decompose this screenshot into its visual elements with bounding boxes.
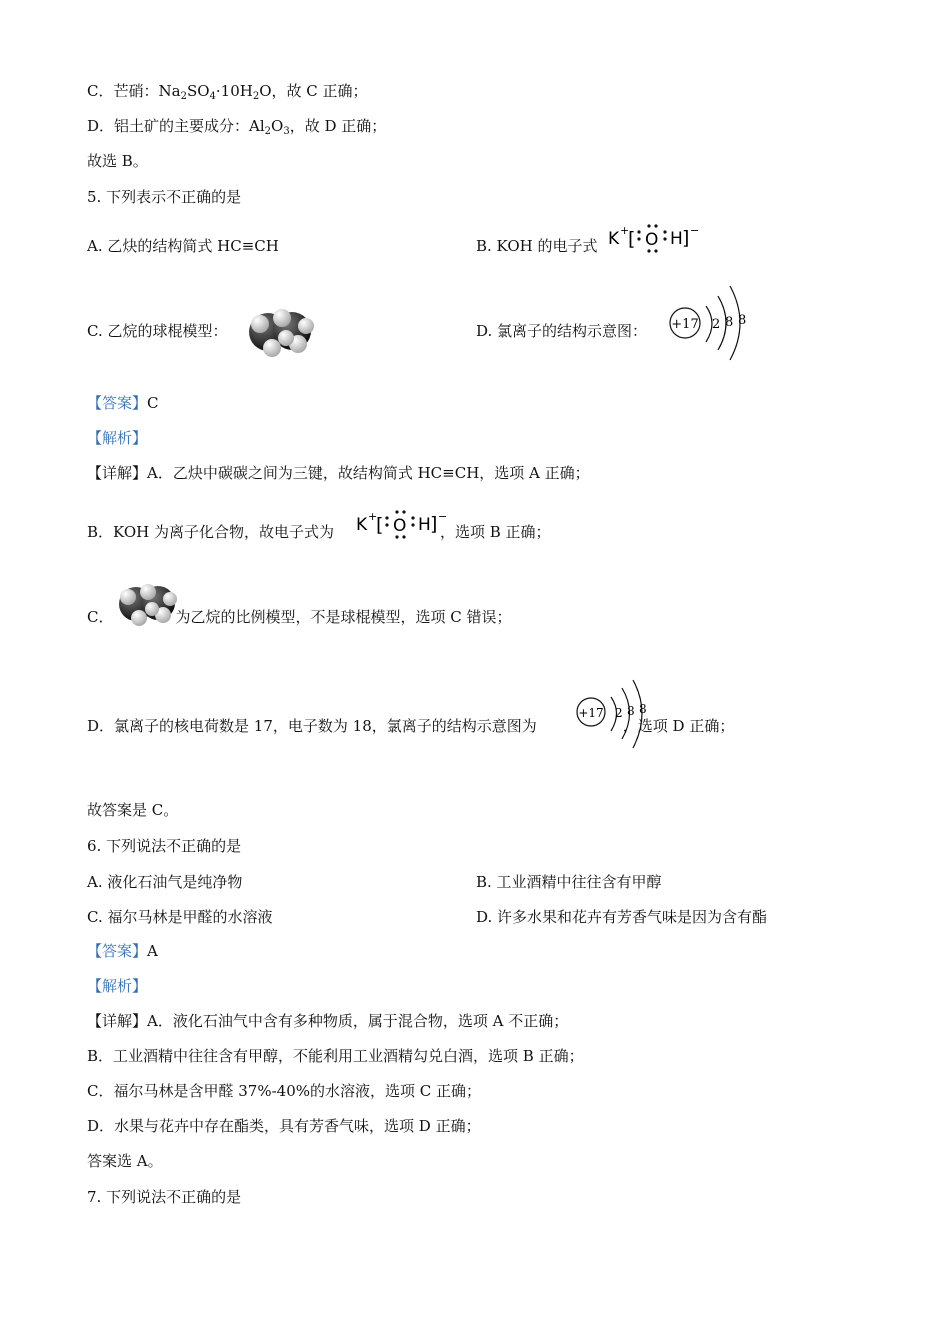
q6-detail-c: C．福尔马林是含甲醛 37%-40%的水溶液，选项 C 正确； bbox=[87, 1082, 482, 1100]
q5-detail-c: C． 为乙烷的比例模型，不是球棍模型，选项 C 错误； bbox=[87, 608, 512, 626]
chloride-ion-structure bbox=[668, 284, 752, 362]
chloride-ion-structure-2 bbox=[574, 678, 654, 750]
left-bracket: [ bbox=[376, 514, 384, 536]
q6-conclusion: 答案选 A。 bbox=[87, 1152, 163, 1170]
q4-option-d: D．铝土矿的主要成分：$Al_2O_3$，故 D 正确； bbox=[87, 117, 387, 137]
shell-1-count: 2 bbox=[615, 706, 623, 720]
q5-option-b: B. KOH 的电子式 bbox=[476, 237, 598, 255]
q5-conclusion: 故答案是 C。 bbox=[87, 801, 179, 819]
q6-detail-b: B．工业酒精中往往含有甲醇，不能利用工业酒精勾兑白酒，选项 B 正确； bbox=[87, 1047, 584, 1065]
shell-3-count: 8 bbox=[738, 313, 747, 328]
q5-stem: 5. 下列表示不正确的是 bbox=[87, 188, 242, 206]
ethane-space-filling-model-2 bbox=[116, 580, 180, 628]
shell-3-count: 8 bbox=[639, 702, 647, 716]
q6-detail-d: D．水果与花卉中存在酯类，具有芳香气味，选项 D 正确； bbox=[87, 1117, 481, 1135]
left-bracket: [ bbox=[628, 228, 636, 250]
plus-charge: + bbox=[368, 510, 378, 523]
hydrogen-symbol: H bbox=[418, 515, 431, 535]
q6-option-b: B. 工业酒精中往往含有甲醇 bbox=[476, 873, 662, 891]
minus-charge: − bbox=[690, 224, 700, 237]
plus-charge: + bbox=[620, 224, 630, 237]
koh-electron-formula bbox=[608, 222, 708, 256]
q6-option-a: A. 液化石油气是纯净物 bbox=[87, 873, 243, 891]
q5-detail-d: D．氯离子的核电荷数是 17，电子数为 18，氯离子的结构示意图为 ，选项 D 正确； bbox=[87, 717, 735, 735]
q5-option-a: A. 乙炔的结构简式 HC≡CH bbox=[87, 237, 279, 255]
q6-option-c: C. 福尔马林是甲醛的水溶液 bbox=[87, 908, 273, 926]
nucleus-charge: +17 bbox=[578, 706, 604, 720]
q6-option-d: D. 许多水果和花卉有芳香气味是因为含有酯 bbox=[476, 908, 768, 926]
nucleus-charge: +17 bbox=[671, 317, 699, 332]
right-bracket: ] bbox=[682, 227, 690, 249]
right-bracket: ] bbox=[430, 513, 438, 535]
shell-2-count: 8 bbox=[725, 315, 734, 330]
q4-conclusion: 故选 B。 bbox=[87, 152, 148, 170]
oxygen-symbol: O bbox=[645, 230, 659, 250]
q5-answer: 【答案】C bbox=[87, 394, 159, 412]
shell-1-count: 2 bbox=[712, 317, 721, 332]
oxygen-symbol: O bbox=[393, 516, 407, 536]
potassium-symbol: K bbox=[356, 515, 368, 535]
q5-detail-b: B．KOH 为离子化合物，故电子式为 ，选项 B 正确； bbox=[87, 523, 551, 541]
shell-2-count: 8 bbox=[627, 704, 635, 718]
q6-stem: 6. 下列说法不正确的是 bbox=[87, 837, 242, 855]
minus-charge: − bbox=[438, 510, 448, 523]
q6-detail-a: 【详解】A．液化石油气中含有多种物质，属于混合物，选项 A 不正确； bbox=[87, 1012, 569, 1030]
q4-option-c: C．芒硝：$Na_2SO_4\cdot 10H_2O$，故 C 正确； bbox=[87, 82, 368, 102]
hydrogen-symbol: H bbox=[670, 229, 683, 249]
q5-detail-a: 【详解】A．乙炔中碳碳之间为三键，故结构简式 HC≡CH，选项 A 正确； bbox=[87, 464, 590, 482]
ethane-space-filling-model bbox=[246, 304, 318, 360]
q6-answer: 【答案】A bbox=[87, 942, 158, 960]
q6-analysis-label: 【解析】 bbox=[87, 977, 148, 995]
q5-analysis-label: 【解析】 bbox=[87, 429, 148, 447]
potassium-symbol: K bbox=[608, 229, 620, 249]
q5-option-d: D. 氯离子的结构示意图： bbox=[476, 322, 648, 340]
q7-stem: 7. 下列说法不正确的是 bbox=[87, 1188, 242, 1206]
koh-electron-formula-2 bbox=[356, 508, 456, 542]
q5-option-c: C. 乙烷的球棍模型： bbox=[87, 322, 228, 340]
